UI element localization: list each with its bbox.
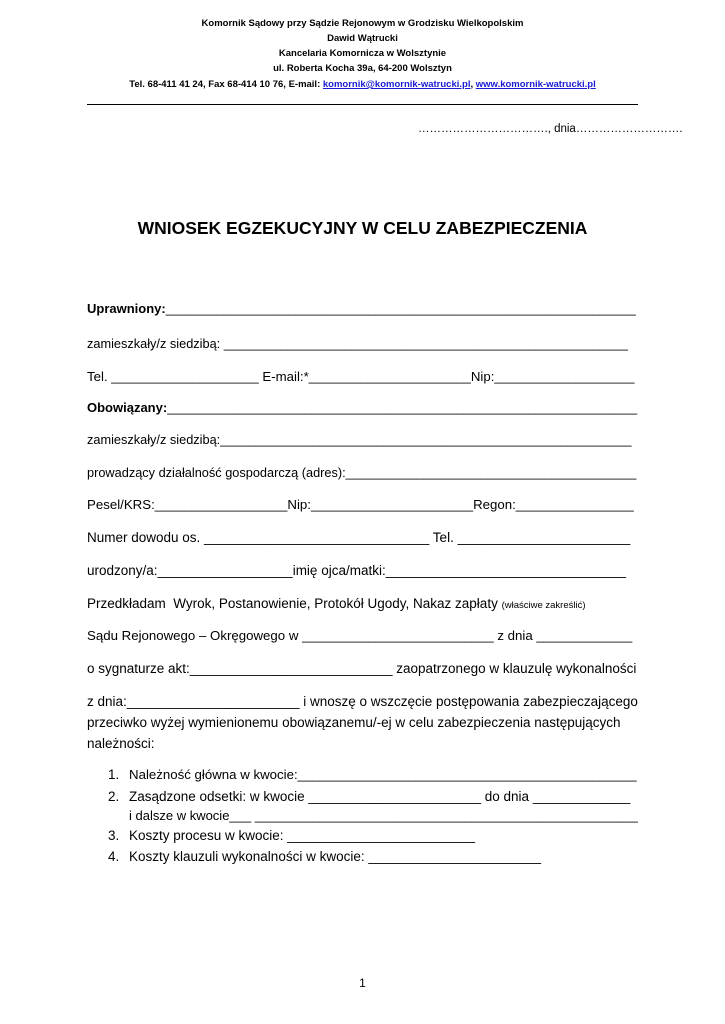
- header-divider: [87, 104, 638, 105]
- debtor-line: [87, 400, 637, 415]
- list-item[interactable]: Zasądzone odsetki: w kwocie _______________________ do dnia _____________: [129, 789, 631, 804]
- list-item-number: 1.: [108, 767, 120, 782]
- creditor-field[interactable]: _________________________________________________________________: [165, 301, 636, 316]
- date-line: ……………………………., dnia……………………….: [418, 123, 683, 135]
- header-contact: [0, 79, 725, 90]
- birth-parent-field[interactable]: urodzony/a:__________________imię ojca/matki:________________________________: [87, 563, 626, 578]
- list-item[interactable]: Koszty procesu w kwocie: _________________________: [129, 828, 476, 843]
- creditor-address-field[interactable]: zamieszkały/z siedzibą: _________________________________________________________: [87, 336, 628, 351]
- website-link[interactable]: www.komornik-watrucki.pl: [475, 79, 596, 90]
- header-name: Dawid Wątrucki: [327, 33, 398, 44]
- title-document-options: Przedkładam Wyrok, Postanowienie, Protokół Ugody, Nakaz zapłaty: [87, 596, 502, 611]
- header-address: ul. Roberta Kocha 39a, 64-200 Wolsztyn: [273, 63, 452, 74]
- debtor-label: Obowiązany:: [87, 400, 168, 415]
- list-item-number: 3.: [108, 828, 120, 843]
- document-title: WNIOSEK EGZEKUCYJNY W CELU ZABEZPIECZENIA: [137, 218, 588, 238]
- page-number: 1: [359, 976, 366, 990]
- business-address-field[interactable]: prowadzący działalność gospodarczą (adres):_________________________________________: [87, 465, 637, 480]
- debtor-field[interactable]: _________________________________________________________________: [167, 400, 638, 415]
- title-document-line: [87, 596, 586, 611]
- creditor-contact-field[interactable]: Tel. ____________________ E-mail:*______________________Nip:___________________: [87, 369, 635, 384]
- id-number-field[interactable]: Numer dowodu os. ______________________________ Tel. _______________________: [87, 530, 631, 545]
- creditor-line: [87, 301, 636, 316]
- creditor-label: Uprawniony:: [87, 301, 166, 316]
- title-document-note: (właściwe zakreślić): [501, 600, 586, 611]
- list-item[interactable]: Koszty klauzuli wykonalności w kwocie: _______________________: [129, 849, 542, 864]
- header-office: Kancelaria Komornicza w Wolsztynie: [278, 48, 447, 59]
- list-item-number: 4.: [108, 849, 120, 864]
- request-paragraph-line1[interactable]: z dnia:_______________________ i wnoszę o wszczęcie postępowania zabezpieczającego: [87, 694, 638, 709]
- pesel-krs-field[interactable]: Pesel/KRS:__________________Nip:______________________Regon:________________: [87, 497, 634, 512]
- request-paragraph-line3: należności:: [87, 736, 155, 751]
- court-field[interactable]: Sądu Rejonowego – Okręgowego w __________________________ z dnia _____________: [87, 628, 633, 643]
- case-signature-field[interactable]: o sygnaturze akt:___________________________ zaopatrzonego w klauzulę wykonalności: [87, 661, 637, 676]
- header-court: Komornik Sądowy przy Sądzie Rejonowym w Grodzisku Wielkopolskim: [201, 18, 524, 29]
- email-link[interactable]: komornik@komornik-watrucki.pl: [322, 79, 471, 90]
- list-item[interactable]: i dalsze w kwocie___ _____________________________________________________: [129, 808, 638, 823]
- request-paragraph-line2: przeciwko wyżej wymienionemu obowiązanemu/-ej w celu zabezpieczenia następujących: [87, 715, 621, 730]
- debtor-address-field[interactable]: zamieszkały/z siedzibą:__________________________________________________________: [87, 432, 632, 447]
- header-separator: ,: [470, 79, 476, 90]
- list-item-number: 2.: [108, 789, 120, 804]
- header-phone-fax: Tel. 68-411 41 24, Fax 68-414 10 76, E-mail:: [129, 79, 323, 90]
- list-item[interactable]: Należność główna w kwocie:______________________________________________: [129, 767, 637, 782]
